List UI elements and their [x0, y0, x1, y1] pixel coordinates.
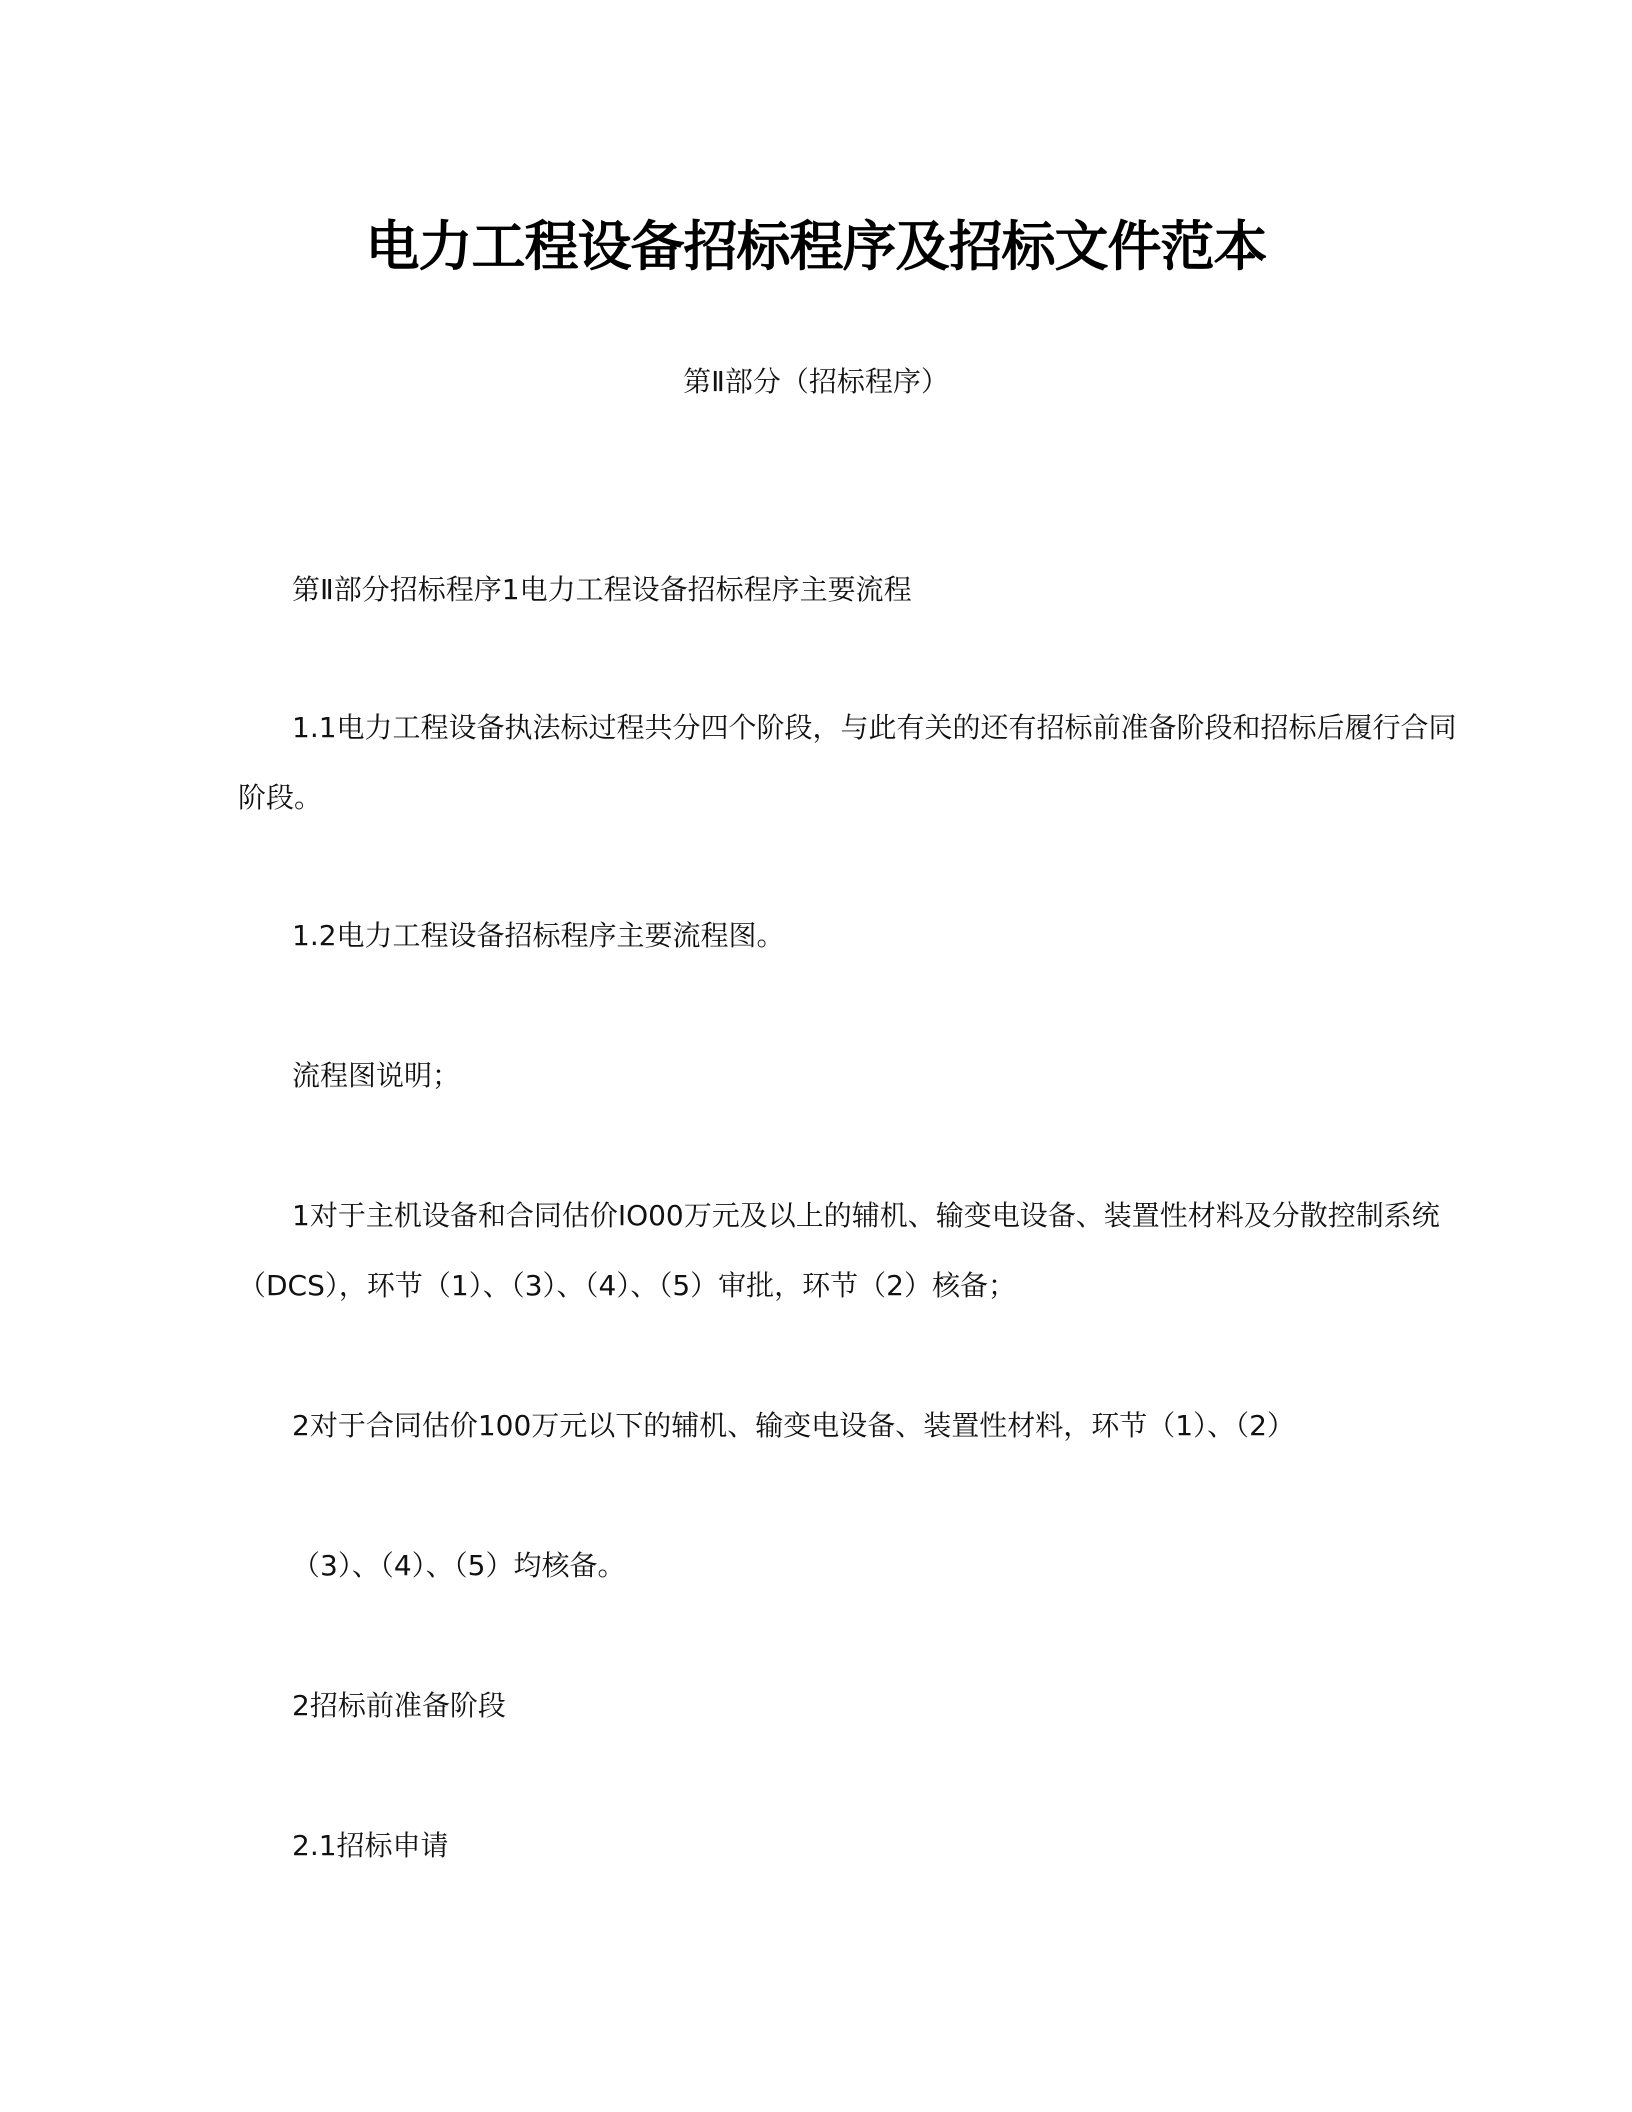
- paragraph-heading-2: 2招标前准备阶段: [292, 1689, 506, 1722]
- paragraph-note-2-line-1: 2对于合同估价100万元以下的辅机、输变电设备、装置性材料，环节（1）、（2）: [292, 1409, 1295, 1442]
- paragraph-note-1-line-1: 1对于主机设备和合同估价IO00万元及以上的辅机、输变电设备、装置性材料及分散控制系统: [292, 1199, 1440, 1232]
- paragraph-heading-2-1: 2.1招标申请: [292, 1829, 449, 1862]
- document-subtitle: 第Ⅱ部分（招标程序）: [683, 365, 949, 398]
- paragraph-note-1-line-2: （DCS），环节（1）、（3）、（4）、（5）审批，环节（2）核备；: [238, 1269, 1016, 1302]
- paragraph-heading-1: 第Ⅱ部分招标程序1电力工程设备招标程序主要流程: [292, 573, 912, 606]
- paragraph-1-1-line-2: 阶段。: [238, 781, 323, 814]
- paragraph-1-2: 1.2电力工程设备招标程序主要流程图。: [292, 919, 785, 952]
- document-title: 电力工程设备招标程序及招标文件范本: [365, 215, 1267, 278]
- paragraph-note-2-line-2: （3）、（4）、（5）均核备。: [292, 1549, 626, 1582]
- paragraph-flowchart-note: 流程图说明；: [292, 1059, 461, 1092]
- paragraph-1-1-line-1: 1.1电力工程设备执法标过程共分四个阶段，与此有关的还有招标前准备阶段和招标后履行合同: [292, 711, 1457, 744]
